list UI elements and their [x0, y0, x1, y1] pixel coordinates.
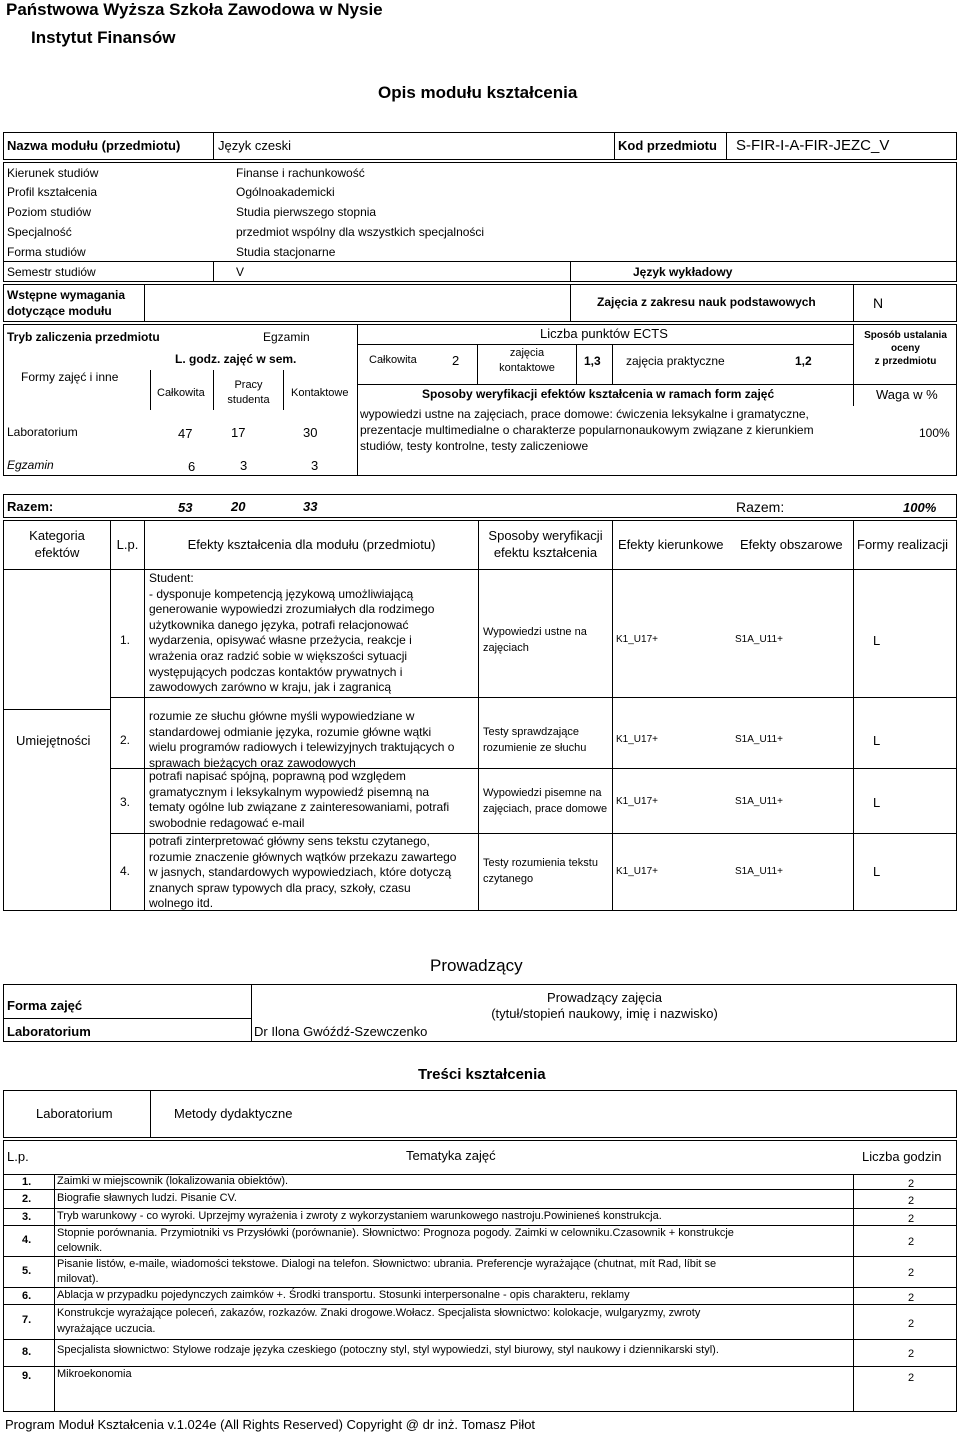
row-value-specjalnosc: przedmiot wspólny dla wszystkich specjalności [236, 225, 485, 239]
prereq-label-1: Wstępne wymagania [7, 288, 126, 302]
topic-lp-7: 7. [22, 1314, 32, 1326]
forms-label: Formy zajęć i inne [21, 370, 119, 384]
ects-total-label: Całkowita [369, 354, 417, 366]
topic-hours-5: 2 [908, 1267, 915, 1279]
footer-copyright: Program Moduł Kształcenia v.1.024e (All Rights Reserved) Copyright @ dr inż. Tomasz Piłot [5, 1417, 536, 1432]
topic-hours-3: 2 [908, 1213, 915, 1225]
outcome-lp-1: 1. [120, 633, 131, 647]
totals-label: Razem: [7, 499, 54, 514]
outcome-verif-3: Wypowiedzi pisemne na zajęciach, prace domowe [483, 787, 608, 815]
topic-lp-4: 4. [22, 1234, 32, 1246]
outcome-form-1: L [873, 633, 881, 648]
topic-lp-9: 9. [22, 1370, 32, 1382]
outcome-verif-1: Wypowiedzi ustne na zajęciach [483, 626, 587, 654]
topic-text-1: Zaimki w miejscownik (lokalizowania obiektów). [57, 1175, 289, 1187]
verification-line-1: wypowiedzi ustne na zajęciach, prace domowe: ćwiczenia leksykalne i gramatyczne, [360, 407, 809, 421]
topic-lp-8: 8. [22, 1346, 32, 1358]
topic-text-3: Tryb warunkowy - co wyroki. Uprzejmy wyrażenia i zwroty z wykorzystaniem warunkowego nastroju.Powinieneś konstrukcja. [57, 1210, 662, 1222]
topics-h-hours: Liczba godzin [862, 1149, 942, 1164]
exam-student-hours: 3 [240, 458, 248, 473]
methods-label: Metody dydaktyczne [174, 1106, 293, 1121]
lab-contact-hours: 30 [303, 425, 318, 440]
outcome-text-1: Student: - dysponuje kompetencją językową umożliwiającą generowanie wypowiedzi zrozumiałych dla rodzimego użytkownika danego języka, potrafi relacjonować wydarzenia, opisywać własne przeżycia, reakcje i wrażenia oraz radzić sobie w większości sytuacji występujących podczas kontaktów prywatnych i zawodowych zarówno w kraju, jak i zagranicą [149, 571, 435, 695]
topic-lp-1: 1. [22, 1176, 32, 1188]
topic-lp-5: 5. [22, 1265, 32, 1277]
row-value-forma: Studia stacjonarne [236, 245, 336, 259]
ects-practical-label: zajęcia praktyczne [626, 354, 725, 368]
lecturer-label-1: Prowadzący zajęcia [547, 990, 662, 1005]
outcome-area-1: S1A_U11+ [735, 634, 783, 645]
row-label-specjalnosc: Specjalność [7, 225, 72, 239]
topic-hours-9: 2 [908, 1372, 915, 1384]
col-student-label-1: Pracy [234, 379, 263, 391]
methods-box [3, 1090, 957, 1138]
semester-value: V [236, 265, 245, 279]
ects-contact-label-2: kontaktowe [499, 362, 555, 374]
outcome-form-4: L [873, 864, 881, 879]
weight-label: Waga w % [876, 387, 938, 402]
content-title: Treści kształcenia [418, 1066, 546, 1083]
row-value-kierunek: Finanse i rachunkowość [236, 166, 365, 180]
row-label-forma: Forma studiów [7, 245, 86, 259]
verification-methods-label: Sposoby weryfikacji efektów kształcenia w ramach form zajęć [422, 387, 775, 401]
lecturer-title: Prowadzący [430, 956, 523, 975]
topic-hours-8: 2 [908, 1348, 915, 1360]
totals-weight: 100% [903, 500, 937, 515]
h-verification-1: Sposoby weryfikacji [488, 528, 603, 543]
course-code-value: S-FIR-I-A-FIR-JEZC_V [736, 137, 890, 154]
category-skills: Umiejętności [16, 733, 91, 748]
methods-lab-label: Laboratorium [36, 1106, 113, 1121]
grading-method-1: Sposób ustalania [864, 330, 947, 341]
ects-contact-value: 1,3 [584, 354, 601, 368]
outcome-verif-2: Testy sprawdzające rozumienie ze słuchu [483, 726, 587, 754]
class-form-value: Laboratorium [7, 1024, 91, 1039]
outcome-field-4: K1_U17+ [616, 866, 658, 877]
ects-label: Liczba punktów ECTS [540, 326, 668, 341]
topics-h-topic: Tematyka zajęć [406, 1148, 496, 1163]
col-contact-label: Kontaktowe [291, 387, 349, 399]
outcome-form-3: L [873, 795, 881, 810]
grading-method-3: z przedmiotu [874, 356, 937, 367]
lab-student-hours: 17 [231, 425, 246, 440]
basic-sciences-value: N [873, 295, 884, 311]
col-total-label: Całkowita [157, 387, 205, 399]
semester-label: Semestr studiów [7, 265, 96, 279]
col-student-label-2: studenta [227, 394, 270, 406]
outcome-form-2: L [873, 733, 881, 748]
topic-text-7: Konstrukcje wyrażające poleceń, zakazów, rozkazów. Znaki drogowe.Wołacz. Specjalista słownictwo: kolokacje, wulgaryzmy, zwroty wyrażające uczucia. [57, 1307, 701, 1335]
topic-lp-6: 6. [22, 1290, 32, 1302]
module-name-value: Język czeski [218, 138, 291, 153]
verification-line-3: studiów, testy kontrolne, testy zaliczeniowe [360, 439, 589, 453]
h-outcomes: Efekty kształcenia dla modułu (przedmiotu) [187, 537, 436, 552]
outcome-field-1: K1_U17+ [616, 634, 658, 645]
institute-name: Instytut Finansów [31, 28, 176, 47]
outcome-area-2: S1A_U11+ [735, 734, 783, 745]
lecturer-name: Dr Ilona Gwóźdź-Szewczenko [254, 1024, 428, 1039]
class-form-label: Forma zajęć [7, 998, 83, 1013]
topic-hours-2: 2 [908, 1195, 915, 1207]
assessment-mode-label: Tryb zaliczenia przedmiotu [7, 330, 160, 344]
topic-text-4: Stopnie porównania. Przymiotniki vs Przysłówki (porównanie). Słownictwo: Prognoza pogody. Zaimki w celowniku.Czasownik + konstrukcje celownik. [57, 1227, 734, 1254]
outcome-area-3: S1A_U11+ [735, 796, 783, 807]
h-verification-2: efektu kształcenia [493, 545, 598, 560]
outcome-text-2: rozumie ze słuchu główne myśli wypowiedziane w standardowej odmianie języka, rozumie główne wątki wielu programów radiowych i telewizyjnych traktujących o sprawach bieżących oraz zawodowych [149, 709, 455, 770]
topic-hours-7: 2 [908, 1318, 915, 1330]
ects-total-value: 2 [452, 353, 460, 368]
outcome-verif-4: Testy rozumienia tekstu czytanego [483, 857, 598, 885]
row-label-poziom: Poziom studiów [7, 205, 92, 219]
teaching-language-label: Język wykładowy [633, 265, 733, 279]
ects-contact-label-1: zajęcia [509, 347, 545, 359]
course-code-label: Kod przedmiotu [618, 138, 717, 153]
ects-practical-value: 1,2 [795, 354, 812, 368]
form-row-laboratorium: Laboratorium [7, 425, 78, 439]
exam-contact-hours: 3 [311, 458, 319, 473]
topic-text-2: Biografie sławnych ludzi. Pisanie CV. [57, 1192, 237, 1204]
outcome-lp-2: 2. [120, 733, 131, 747]
outcome-lp-3: 3. [120, 795, 131, 809]
h-realization-forms: Formy realizacji [857, 537, 949, 552]
exam-total-hours: 6 [188, 459, 196, 474]
document-title: Opis modułu kształcenia [378, 83, 578, 102]
assessment-mode-value: Egzamin [263, 330, 310, 344]
outcome-area-4: S1A_U11+ [735, 866, 783, 877]
totals-total: 53 [178, 500, 193, 515]
topic-lp-3: 3. [22, 1211, 32, 1223]
topic-lp-2: 2. [22, 1193, 32, 1205]
module-name-label: Nazwa modułu (przedmiotu) [7, 138, 181, 153]
prereq-label-2: dotyczące modułu [7, 304, 112, 318]
totals-student: 20 [231, 499, 246, 514]
topic-text-9: Mikroekonomia [57, 1368, 132, 1380]
topic-hours-6: 2 [908, 1292, 915, 1304]
row-value-profil: Ogólnoakademicki [236, 185, 335, 199]
totals-row-box [3, 494, 957, 518]
form-row-egzamin: Egzamin [7, 458, 54, 472]
outcomes-box [3, 520, 957, 911]
basic-sciences-label: Zajęcia z zakresu nauk podstawowych [597, 295, 816, 309]
lab-total-hours: 47 [178, 426, 193, 441]
totals-label-2: Razem: [736, 499, 785, 515]
outcome-field-2: K1_U17+ [616, 734, 658, 745]
weight-value: 100% [919, 426, 950, 440]
school-name: Państwowa Wyższa Szkoła Zawodowa w Nysie [6, 0, 383, 19]
lecturer-label-2: (tytuł/stopień naukowy, imię i nazwisko) [491, 1006, 718, 1021]
topic-hours-4: 2 [908, 1236, 915, 1248]
h-area-outcomes: Efekty obszarowe [740, 537, 843, 552]
h-category-1: Kategoria [29, 528, 85, 543]
grading-method-2: oceny [891, 343, 920, 354]
topic-text-5: Pisanie listów, e-maile, wiadomości tekstowe. Dialogi na telefon. Słownictwo: ubrania. Preferencje wyrażające (chutnat, mít Rad, líbit se milovat). [57, 1258, 717, 1285]
topics-h-lp: L.p. [7, 1149, 29, 1164]
outcome-text-4: potrafi zinterpretować główny sens tekstu czytanego, rozumie znaczenie głównych wątków przekazu zawartego w jasnych, standardowych wypowiedziach, które dotyczą znanych spraw typowych dla pracy, szkoły, czasu wolnego itd. [149, 834, 457, 911]
h-lp: L.p. [116, 537, 139, 552]
topic-text-8: Specjalista słownictwo: Stylowe rodzaje języka czeskiego (potoczny styl, styl wypowiedzi, styl biurowy, styl naukowy i dziennikarski styl). [57, 1344, 719, 1356]
row-label-profil: Profil kształcenia [7, 185, 98, 199]
h-category-2: efektów [34, 545, 80, 560]
totals-contact: 33 [303, 499, 318, 514]
hours-per-semester-label: L. godz. zajęć w sem. [175, 352, 297, 366]
outcome-field-3: K1_U17+ [616, 796, 658, 807]
topic-text-6: Ablacja w przypadku pojedynczych zaimków +. Środki transportu. Stosunki interpersonalne - opis charakteru, reklamy [57, 1289, 630, 1301]
row-value-poziom: Studia pierwszego stopnia [236, 205, 377, 219]
outcome-text-3: potrafi napisać spójną, poprawną pod względem gramatycznym i leksykalnym wypowiedź pisemną na tematy ogólne lub związane z zainteresowaniami, potrafi swobodnie redagować e-mail [149, 769, 450, 830]
outcome-lp-4: 4. [120, 864, 131, 878]
verification-line-2: prezentacje multimedialne o charakterze popularnonaukowym związane z kierunkiem [360, 423, 814, 437]
row-label-kierunek: Kierunek studiów [7, 166, 99, 180]
study-info-box [3, 162, 957, 282]
topic-hours-1: 2 [908, 1178, 915, 1190]
h-field-outcomes: Efekty kierunkowe [618, 537, 724, 552]
